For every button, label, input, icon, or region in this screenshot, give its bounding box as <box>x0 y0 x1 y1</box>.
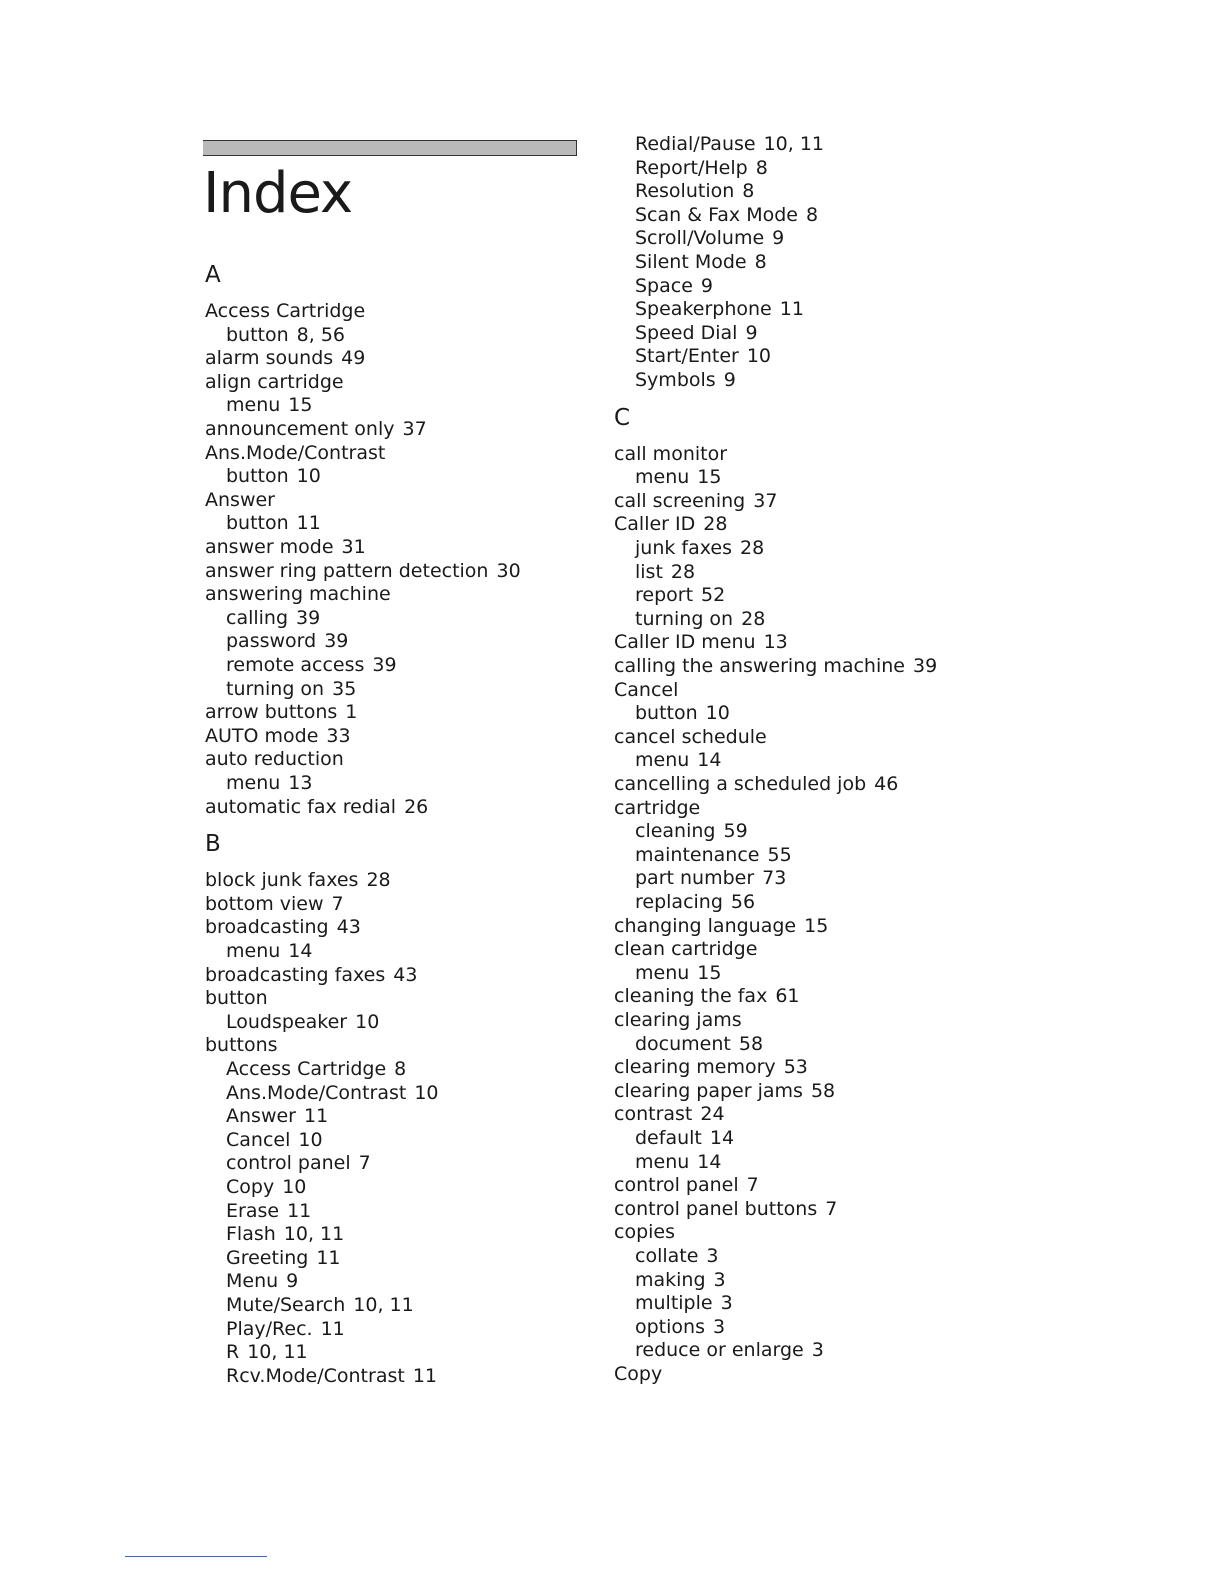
index-entry <box>205 535 366 559</box>
index-subentry <box>635 321 758 345</box>
index-section-letter-b: B <box>205 831 221 858</box>
index-term: reduce or enlarge <box>635 1339 804 1362</box>
index-term: password <box>226 630 317 653</box>
index-page-numbers: 35 <box>332 677 357 700</box>
index-term: default <box>635 1127 702 1149</box>
index-term: menu <box>226 394 281 417</box>
index-subentry <box>635 297 804 321</box>
index-term: button <box>226 465 289 488</box>
index-page-numbers: 3 <box>811 1339 824 1362</box>
index-page-numbers: 28 <box>740 537 765 559</box>
index-subentry <box>226 1364 437 1388</box>
index-subentry <box>226 1269 298 1293</box>
index-page-numbers: 24 <box>700 1103 725 1126</box>
index-page-numbers: 9 <box>772 227 785 250</box>
index-term: Answer <box>205 488 275 511</box>
index-entry <box>614 1173 759 1197</box>
index-term: Access Cartridge <box>205 300 366 322</box>
index-page-numbers: 31 <box>341 536 366 558</box>
index-page-numbers: 13 <box>288 772 313 794</box>
index-entry <box>614 937 757 961</box>
index-term: cancel schedule <box>614 725 767 748</box>
index-term: arrow buttons <box>205 701 338 724</box>
index-subentry <box>635 465 721 489</box>
index-entry <box>205 700 357 724</box>
index-subentry <box>635 1338 824 1362</box>
index-page-numbers: 58 <box>738 1032 764 1055</box>
index-term: Answer <box>226 1105 296 1128</box>
index-page-numbers: 52 <box>701 584 726 607</box>
index-term: part number <box>635 867 755 890</box>
index-term: align cartridge <box>205 370 344 393</box>
index-subentry <box>635 583 725 607</box>
index-entry <box>614 796 700 820</box>
index-page-numbers: 39 <box>372 654 397 676</box>
index-subentry <box>226 1081 439 1105</box>
index-term: Ans.Mode/Contrast <box>226 1081 407 1104</box>
index-page-numbers: 8 <box>742 180 755 203</box>
index-page-numbers: 15 <box>697 961 722 984</box>
index-entry <box>614 442 727 466</box>
index-entry <box>205 986 268 1010</box>
index-subentry <box>635 961 721 985</box>
index-subentry <box>226 1175 306 1199</box>
index-page-numbers: 11 <box>296 512 321 535</box>
index-page-numbers: 8 <box>394 1058 407 1080</box>
index-subentry <box>226 1246 341 1270</box>
index-term: calling the answering machine <box>614 655 905 677</box>
index-term: R <box>226 1341 240 1364</box>
index-page-numbers: 59 <box>723 820 748 843</box>
index-entry <box>205 915 361 939</box>
index-page-numbers: 33 <box>326 724 351 747</box>
index-subentry <box>226 511 321 535</box>
index-term: answering machine <box>205 583 391 606</box>
index-term: Copy <box>614 1363 663 1385</box>
index-section-letter-a: A <box>205 262 221 288</box>
index-entry <box>614 630 788 654</box>
index-subentry <box>635 748 721 772</box>
index-term: report <box>635 584 694 607</box>
index-subentry <box>635 1150 721 1174</box>
index-page-numbers: 28 <box>670 560 696 583</box>
index-term: answer ring pattern detection <box>205 559 489 582</box>
index-term: Scroll/Volume <box>635 227 765 250</box>
index-page-numbers: 8 <box>805 203 819 226</box>
title-rule-bar <box>203 140 577 156</box>
index-page-numbers: 56 <box>730 891 756 913</box>
footer-rule <box>125 1556 267 1557</box>
index-page-numbers: 73 <box>762 867 787 890</box>
index-term: button <box>226 323 289 346</box>
index-term: remote access <box>226 654 365 676</box>
index-term: clearing paper jams <box>614 1079 803 1102</box>
index-page-numbers: 3 <box>706 1245 719 1267</box>
index-entry <box>205 441 385 465</box>
index-entry <box>614 1055 808 1079</box>
index-page-numbers: 13 <box>763 631 788 654</box>
index-page-numbers: 43 <box>336 916 361 939</box>
index-term: making <box>635 1268 706 1291</box>
index-term: Speakerphone <box>635 298 772 321</box>
index-subentry <box>635 274 713 298</box>
index-page-numbers: 8 <box>754 251 767 273</box>
index-entry <box>614 654 937 678</box>
index-term: alarm sounds <box>205 347 334 370</box>
index-page-numbers: 10, 11 <box>353 1294 414 1316</box>
index-term: Resolution <box>635 180 735 203</box>
index-page-numbers: 15 <box>697 466 722 489</box>
index-page-numbers: 14 <box>697 1150 722 1173</box>
index-term: Mute/Search <box>226 1294 346 1316</box>
index-subentry <box>226 1317 345 1341</box>
index-entry <box>614 984 800 1008</box>
index-subentry <box>635 866 786 890</box>
index-subentry <box>635 1126 734 1150</box>
page-title: Index <box>203 161 353 226</box>
index-subentry <box>635 607 765 631</box>
index-page-numbers: 10 <box>746 345 772 368</box>
index-subentry <box>635 132 824 156</box>
index-term: Symbols <box>635 369 716 391</box>
index-term: Silent Mode <box>635 251 747 273</box>
index-entry <box>614 489 777 513</box>
index-subentry <box>226 1128 323 1152</box>
index-page-numbers: 9 <box>700 274 713 297</box>
index-term: contrast <box>614 1103 693 1126</box>
index-page-numbers: 28 <box>366 869 391 892</box>
index-page-numbers: 10 <box>355 1010 380 1033</box>
index-term: Redial/Pause <box>635 133 756 155</box>
index-term: Loudspeaker <box>226 1010 348 1033</box>
index-term: button <box>226 512 289 535</box>
index-subentry <box>226 629 348 653</box>
index-term: broadcasting faxes <box>205 963 386 986</box>
index-entry <box>614 1079 835 1103</box>
index-entry <box>614 1008 742 1032</box>
index-page-numbers: 43 <box>393 963 418 986</box>
index-page-numbers: 10, 11 <box>283 1223 345 1246</box>
index-subentry <box>635 368 736 392</box>
index-subentry <box>635 156 768 180</box>
index-page-numbers: 14 <box>697 749 722 772</box>
index-entry <box>205 795 428 819</box>
index-subentry <box>635 1268 726 1292</box>
index-term: auto reduction <box>205 748 344 771</box>
index-page-numbers: 8, 56 <box>296 323 346 346</box>
index-subentry <box>226 1151 371 1175</box>
index-page-numbers: 11 <box>287 1199 312 1222</box>
index-term: multiple <box>635 1292 713 1315</box>
index-term: Ans.Mode/Contrast <box>205 441 386 464</box>
index-page-numbers: 11 <box>412 1364 437 1387</box>
index-subentry <box>226 771 312 795</box>
index-subentry <box>635 536 764 560</box>
index-term: Report/Help <box>635 156 748 179</box>
index-term: Rcv.Mode/Contrast <box>226 1364 405 1387</box>
index-term: menu <box>226 772 281 794</box>
index-page-numbers: 3 <box>713 1268 726 1291</box>
index-term: block junk faxes <box>205 869 359 892</box>
index-page-numbers: 3 <box>720 1292 733 1315</box>
index-entry <box>205 299 365 323</box>
index-entry <box>205 488 275 512</box>
index-term: clean cartridge <box>614 938 758 961</box>
index-entry <box>614 1220 675 1244</box>
index-entry <box>614 512 727 536</box>
index-page-numbers: 7 <box>825 1197 838 1220</box>
index-term: control panel <box>226 1152 351 1175</box>
index-page-numbers: 9 <box>745 321 758 344</box>
index-entry <box>614 725 767 749</box>
index-page-numbers: 46 <box>874 773 899 795</box>
index-term: Cancel <box>614 678 679 701</box>
index-term: Play/Rec. <box>226 1317 313 1340</box>
index-subentry <box>226 393 312 417</box>
index-subentry <box>635 701 730 725</box>
index-term: options <box>635 1315 705 1338</box>
index-entry <box>205 724 351 748</box>
index-term: list <box>635 560 663 583</box>
index-term: menu <box>635 466 690 489</box>
index-page-numbers: 11 <box>316 1246 341 1269</box>
index-page-numbers: 49 <box>341 347 366 370</box>
index-page-numbers: 14 <box>709 1127 735 1149</box>
index-subentry <box>226 1104 328 1128</box>
index-term: menu <box>635 1150 690 1173</box>
index-term: Cancel <box>226 1128 291 1151</box>
index-term: AUTO mode <box>205 724 319 747</box>
index-page-numbers: 39 <box>296 606 321 629</box>
index-subentry <box>226 1057 406 1081</box>
index-term: bottom view <box>205 892 324 915</box>
index-entry <box>205 346 365 370</box>
index-term: call screening <box>614 489 746 512</box>
index-entry <box>205 747 344 771</box>
index-term: button <box>205 987 268 1010</box>
index-term: broadcasting <box>205 916 329 939</box>
index-subentry <box>226 1222 344 1246</box>
index-term: announcement only <box>205 418 395 440</box>
index-term: turning on <box>226 677 325 700</box>
index-entry <box>205 892 344 916</box>
index-page-numbers: 9 <box>286 1270 299 1293</box>
index-term: changing language <box>614 914 797 937</box>
index-subentry <box>635 1032 763 1056</box>
index-term: automatic fax redial <box>205 795 397 818</box>
index-page-numbers: 11 <box>303 1105 329 1128</box>
index-page-numbers: 28 <box>741 607 766 630</box>
index-term: copies <box>614 1221 675 1244</box>
index-entry <box>614 1362 662 1386</box>
index-page-numbers: 9 <box>723 369 736 391</box>
index-subentry <box>226 677 356 701</box>
index-entry <box>205 868 391 892</box>
index-subentry <box>635 843 792 867</box>
index-term: clearing jams <box>614 1009 742 1031</box>
index-page-numbers: 10 <box>282 1176 307 1198</box>
index-page-numbers: 30 <box>496 559 521 582</box>
index-term: maintenance <box>635 843 760 866</box>
index-subentry <box>635 203 818 227</box>
index-page-numbers: 55 <box>767 843 792 866</box>
index-entry <box>614 678 678 702</box>
index-subentry <box>635 1244 719 1268</box>
index-term: cancelling a scheduled job <box>614 773 867 795</box>
index-term: menu <box>226 940 281 962</box>
index-page-numbers: 10 <box>414 1081 439 1104</box>
index-subentry <box>226 606 320 630</box>
index-entry <box>614 1197 837 1221</box>
index-page-numbers: 10, 11 <box>247 1341 308 1364</box>
index-subentry <box>635 1291 733 1315</box>
index-subentry <box>226 1010 379 1034</box>
index-entry <box>205 1033 278 1057</box>
index-entry <box>614 772 898 796</box>
index-term: Start/Enter <box>635 345 739 368</box>
index-term: Flash <box>226 1223 276 1246</box>
index-term: Copy <box>226 1176 275 1198</box>
index-term: Space <box>635 274 693 297</box>
index-term: control panel <box>614 1174 739 1197</box>
index-page-numbers: 39 <box>912 655 938 677</box>
index-subentry <box>635 179 754 203</box>
index-term: Menu <box>226 1270 279 1293</box>
index-page-numbers: 3 <box>712 1315 726 1338</box>
index-subentry <box>635 819 748 843</box>
index-page-numbers: 11 <box>320 1317 345 1340</box>
index-term: turning on <box>635 607 734 630</box>
index-term: Caller ID <box>614 513 696 536</box>
index-page-numbers: 7 <box>746 1174 759 1197</box>
index-term: junk faxes <box>635 537 732 559</box>
index-term: document <box>635 1032 731 1055</box>
index-term: buttons <box>205 1034 278 1057</box>
index-subentry <box>226 1199 311 1223</box>
index-term: collate <box>635 1245 699 1267</box>
index-page-numbers: 11 <box>779 298 804 321</box>
index-term: calling <box>226 606 289 629</box>
index-term: replacing <box>635 891 723 913</box>
index-page-numbers: 8 <box>755 156 768 179</box>
index-page-numbers: 58 <box>810 1079 836 1102</box>
index-term: menu <box>635 749 690 772</box>
index-entry <box>205 417 427 441</box>
index-subentry <box>226 939 312 963</box>
index-entry <box>205 582 391 606</box>
index-term: call monitor <box>614 442 728 465</box>
index-page-numbers: 28 <box>703 513 728 536</box>
index-page-numbers: 39 <box>324 630 349 653</box>
index-page-numbers: 53 <box>783 1056 808 1079</box>
index-section-letter-c: C <box>614 404 631 431</box>
index-page-numbers: 15 <box>288 394 313 417</box>
index-page-numbers: 37 <box>753 489 778 512</box>
index-subentry <box>226 464 321 488</box>
index-entry <box>614 1102 725 1126</box>
index-entry <box>205 370 344 394</box>
index-term: Greeting <box>226 1246 309 1269</box>
index-page-numbers: 10, 11 <box>763 133 825 155</box>
index-subentry <box>635 1315 725 1339</box>
index-term: Caller ID menu <box>614 631 756 654</box>
index-entry <box>205 963 417 987</box>
index-subentry <box>226 323 345 347</box>
index-subentry <box>226 653 397 677</box>
index-term: button <box>635 702 698 725</box>
index-page-numbers: 1 <box>345 701 358 724</box>
index-subentry <box>635 344 771 368</box>
index-subentry <box>635 560 695 584</box>
index-entry <box>205 559 521 583</box>
index-page-numbers: 10 <box>296 465 321 488</box>
index-term: cartridge <box>614 796 701 819</box>
index-subentry <box>635 226 784 250</box>
index-term: clearing memory <box>614 1056 776 1079</box>
index-entry <box>614 914 828 938</box>
index-term: answer mode <box>205 536 334 558</box>
index-term: Access Cartridge <box>226 1058 387 1080</box>
index-page-numbers: 10 <box>298 1128 323 1151</box>
index-page-numbers: 37 <box>402 418 427 440</box>
index-term: menu <box>635 961 690 984</box>
index-page-numbers: 7 <box>331 892 344 915</box>
index-term: cleaning the fax <box>614 985 768 1008</box>
index-page-numbers: 61 <box>775 985 800 1008</box>
index-subentry <box>226 1340 308 1364</box>
index-page-numbers: 26 <box>404 795 429 818</box>
index-term: control panel buttons <box>614 1197 818 1220</box>
index-term: Speed Dial <box>635 321 738 344</box>
index-subentry <box>635 250 767 274</box>
index-page-numbers: 14 <box>288 940 313 962</box>
index-page-numbers: 10 <box>705 702 730 725</box>
index-page-numbers: 15 <box>804 914 829 937</box>
index-term: Erase <box>226 1199 280 1222</box>
index-term: Scan & Fax Mode <box>635 203 798 226</box>
index-term: cleaning <box>635 820 716 843</box>
index-subentry <box>226 1293 414 1317</box>
index-subentry <box>635 890 755 914</box>
index-page-numbers: 7 <box>358 1152 371 1175</box>
